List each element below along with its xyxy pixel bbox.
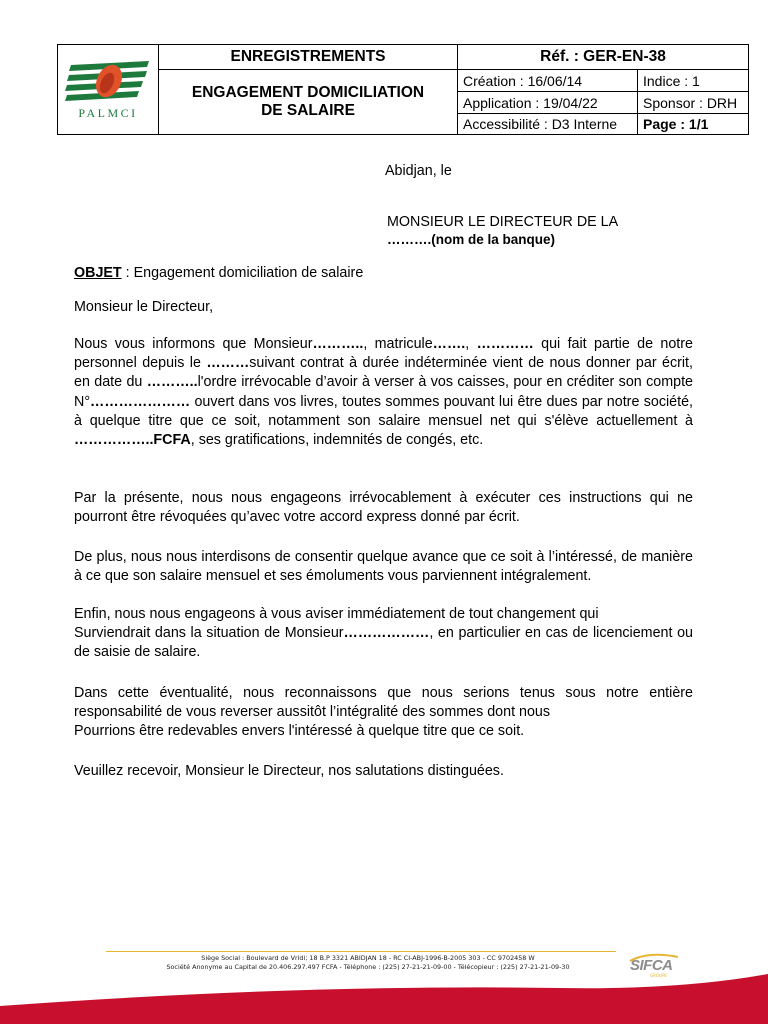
sponsor: Sponsor : DRH [638,92,749,114]
accessibility: Accessibilité : D3 Interne [458,114,638,135]
paragraph-4: Enfin, nous nous engageons à vous aviser immédiatement de tout changement qui Surviendrait dans la situation de Monsieur………………, en particulier en cas de licenciement ou de saisie de salaire. [74,606,693,661]
footer-line1: Siège Social : Boulevard de Vridi; 18 B.P 3321 ABIDJAN 18 - RC CI-ABJ-1996-B-2005 303 - CC 9702458 W [201,954,535,962]
place-date: Abidjan, le [385,163,452,179]
section-title: ENREGISTREMENTS [159,45,458,70]
objet-line [74,264,693,283]
logo-cell [58,45,159,135]
paragraph-5: Dans cette éventualité, nous reconnaissons que nous serions tenus sous notre entière responsabilité de vous reverser aussitôt l’intégralité des sommes dont nous Pourrions être redevables envers l'intéressé à quelque titre que ce soit. [74,685,693,740]
recipient-line1: MONSIEUR LE DIRECTEUR DE LA [387,214,619,230]
indice: Indice : 1 [638,70,749,92]
paragraph-2: Par la présente, nous nous engageons irrévocablement à exécuter ces instructions qui ne pourront être révoquées qu’avec votre accord express donné par écrit. [74,490,693,526]
salutation: Monsieur le Directeur, [74,299,214,315]
application-date: Application : 19/04/22 [458,92,638,114]
paragraph-3: De plus, nous nous interdisons de consentir quelque avance que ce soit à l’intéressé, de manière à ce que son salaire mensuel et ses émoluments vous parviennent intégralement. [74,549,693,585]
objet-label: OBJET [74,265,122,281]
logo-text: PALMCI [78,105,138,120]
recipient-block [387,214,707,248]
footer-red-wave [0,964,768,1024]
footer-divider [106,951,616,952]
sifca-logo-text: SIFCA [630,957,673,974]
recipient-line2: ……….(nom de la banque) [387,232,556,247]
creation-date: Création : 16/06/14 [458,70,638,92]
objet-text: : Engagement domiciliation de salaire [121,265,364,281]
closing: Veuillez recevoir, Monsieur le Directeur, nos salutations distinguées. [74,763,504,779]
document-title-line1: ENGAGEMENT DOMICILIATION [191,84,425,101]
page-number: Page : 1/1 [638,114,749,135]
sifca-logo-subtext: GROUPE [650,973,667,978]
document-title [159,70,458,135]
reference: Réf. : GER-EN-38 [458,45,749,70]
paragraph-1: Nous vous informons que Monsieur……….., matricule……., ………… qui fait partie de notre personnel depuis le ………suivant contrat à durée indéterminée vient de nous donner par écrit, en date du ………..l'ordre irrévocable d’avoir à verser à vos caisses, pour en créditer son compte N°………………… ouvert dans vos livres, toutes sommes pouvant lui être dues par notre société, à quelque titre que ce soit, notamment son salaire mensuel net qui s'élève actuellement à ……………..FCFA, ses gratifications, indemnités de congés, etc. [74,336,694,449]
palmci-logo-icon [63,59,153,105]
footer-line2: Société Anonyme au Capital de 20.406.297.497 FCFA - Téléphone : (225) 27-21-21-09-00 - Télécopieur : (225) 27-21-21-09-30 [166,963,570,971]
document-title-line2: DE SALAIRE [261,102,355,119]
document-header-table [57,44,749,135]
